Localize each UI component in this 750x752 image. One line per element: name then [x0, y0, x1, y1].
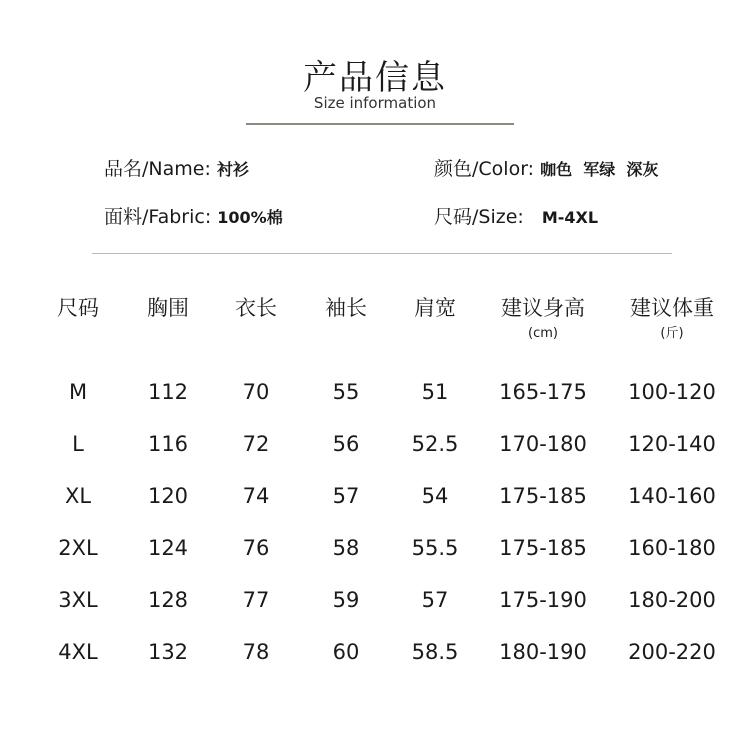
cell-size: L [72, 432, 84, 456]
cell-chest: 112 [147, 380, 189, 404]
header-size: 尺码 [57, 296, 99, 320]
color-value: 咖色 军绿 深灰 [540, 160, 659, 179]
cell-shoulder: 58.5 [411, 640, 459, 664]
header-shoulder: 肩宽 [414, 296, 456, 320]
cell-weight: 100-120 [628, 380, 716, 404]
cell-shoulder: 52.5 [411, 432, 459, 456]
cell-height: 180-190 [499, 640, 587, 664]
cell-sleeve: 57 [332, 484, 360, 508]
cell-chest: 132 [147, 640, 189, 664]
cell-shoulder: 55.5 [411, 536, 459, 560]
cell-length: 72 [242, 432, 270, 456]
cell-chest: 116 [147, 432, 189, 456]
page-title: 产品信息 [303, 58, 447, 98]
cell-length: 76 [242, 536, 270, 560]
cell-height: 170-180 [499, 432, 587, 456]
cell-shoulder: 54 [421, 484, 449, 508]
size-range-label: 尺码/Size: [434, 206, 524, 228]
section-divider [92, 253, 672, 254]
product-name-info [104, 154, 249, 181]
table-row [34, 626, 734, 678]
product-name-label: 品名/Name: [104, 158, 211, 180]
size-range-info [434, 202, 598, 229]
cell-height: 175-190 [499, 588, 587, 612]
fabric-label: 面料/Fabric: [104, 206, 212, 228]
cell-size: M [68, 380, 88, 404]
cell-length: 70 [242, 380, 270, 404]
table-header-row [34, 296, 734, 366]
cell-chest: 128 [147, 588, 189, 612]
color-info [434, 154, 658, 181]
color-label: 颜色/Color: [434, 158, 535, 180]
cell-length: 74 [242, 484, 270, 508]
height-unit: (cm) [528, 326, 558, 341]
cell-sleeve: 58 [332, 536, 360, 560]
cell-height: 175-185 [499, 536, 587, 560]
header-weight: 建议体重 (斤) [610, 296, 734, 366]
header-chest: 胸围 [147, 296, 189, 320]
size-chart-table [34, 296, 734, 678]
cell-sleeve: 56 [332, 432, 360, 456]
cell-chest: 124 [147, 536, 189, 560]
cell-sleeve: 59 [332, 588, 360, 612]
cell-size: 4XL [58, 640, 98, 664]
cell-weight: 160-180 [628, 536, 716, 560]
cell-weight: 120-140 [628, 432, 716, 456]
title-underline [246, 123, 514, 125]
cell-shoulder: 51 [421, 380, 449, 404]
table-row [34, 470, 734, 522]
cell-length: 77 [242, 588, 270, 612]
cell-weight: 140-160 [628, 484, 716, 508]
header-sleeve: 袖长 [325, 296, 367, 320]
weight-unit: (斤) [660, 326, 684, 341]
table-row [34, 574, 734, 626]
fabric-value: 100%棉 [217, 208, 283, 227]
table-row [34, 418, 734, 470]
cell-size: 2XL [58, 536, 98, 560]
cell-size: XL [64, 484, 92, 508]
size-range-value: M-4XL [541, 208, 599, 227]
cell-size: 3XL [58, 588, 98, 612]
cell-sleeve: 55 [332, 380, 360, 404]
page-subtitle: Size information [313, 94, 437, 112]
cell-weight: 180-200 [628, 588, 716, 612]
product-name-value: 衬衫 [216, 160, 249, 179]
table-row [34, 366, 734, 418]
fabric-info [104, 202, 283, 229]
cell-weight: 200-220 [628, 640, 716, 664]
header-height: 建议身高 (cm) [476, 296, 610, 366]
cell-chest: 120 [147, 484, 189, 508]
cell-sleeve: 60 [332, 640, 360, 664]
cell-shoulder: 57 [421, 588, 449, 612]
cell-height: 165-175 [499, 380, 587, 404]
table-row [34, 522, 734, 574]
header-length: 衣长 [235, 296, 277, 320]
cell-length: 78 [242, 640, 270, 664]
cell-height: 175-185 [499, 484, 587, 508]
